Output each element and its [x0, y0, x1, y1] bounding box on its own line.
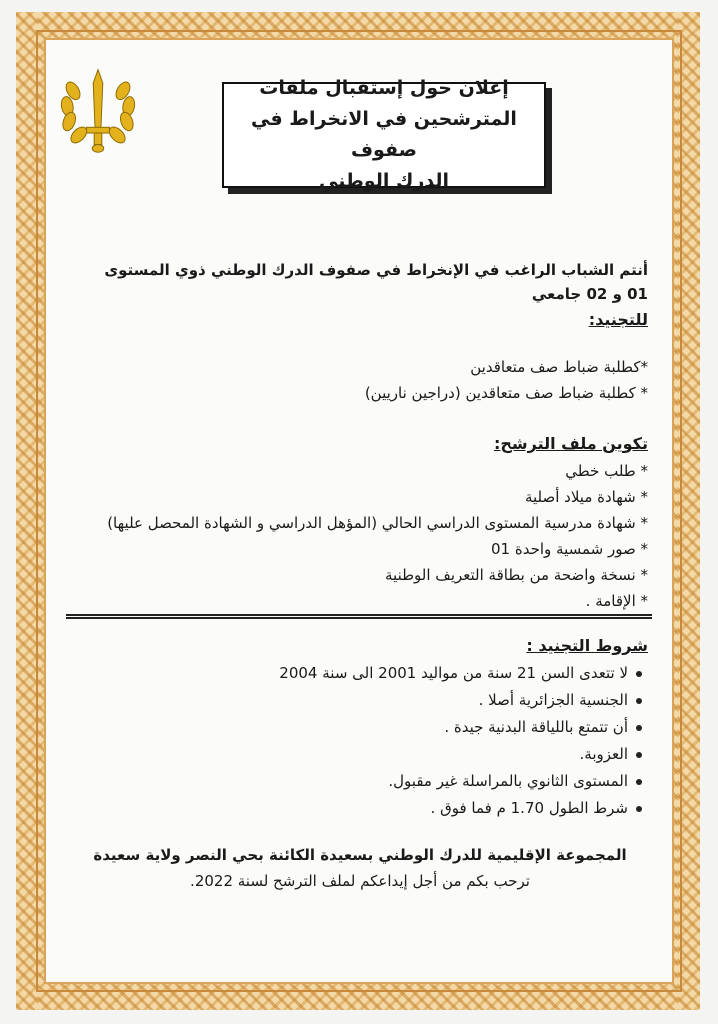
announcement-title-box	[222, 77, 546, 192]
section-divider	[66, 614, 652, 619]
list-item: * صور شمسية واحدة 01	[490, 540, 648, 558]
intro-paragraph	[58, 258, 648, 306]
footer-line-1: المجموعة الإقليمية للدرك الوطني بسعيدة الكائنة بحي النصر ولاية سعيدة	[93, 846, 627, 864]
application-file-heading: تكوين ملف الترشح:	[493, 434, 648, 453]
title-line-3: الدرك الوطني	[318, 170, 450, 192]
list-item	[279, 795, 642, 822]
condition-text: المستوى الثانوي بالمراسلة غير مقبول.	[388, 772, 628, 790]
list-item	[279, 660, 642, 687]
recruitment-heading: للتجنيد:	[588, 310, 648, 329]
bullet-icon	[636, 698, 642, 704]
title-line-1: إعلان حول إستقبال ملفات	[259, 77, 509, 99]
list-item	[279, 741, 642, 768]
bullet-icon	[636, 725, 642, 731]
condition-text: أن تتمتع باللياقة البدنية جيدة .	[444, 718, 628, 736]
condition-text: لا تتعدى السن 21 سنة من مواليد 2001 الى سنة 2004	[279, 664, 628, 682]
bullet-icon	[636, 806, 642, 812]
list-item: * كطلبة ضباط صف متعاقدين (دراجين ناريين)	[364, 384, 648, 402]
list-item	[279, 714, 642, 741]
footer-note	[90, 842, 630, 894]
list-item	[279, 768, 642, 795]
conditions-list	[279, 660, 642, 822]
bullet-icon	[636, 752, 642, 758]
conditions-heading: شروط التجنيد :	[526, 636, 648, 655]
bullet-icon	[636, 779, 642, 785]
footer-line-2: ترحب بكم من أجل إيداعكم لملف الترشح لسنة 2022.	[190, 872, 530, 890]
bullet-icon	[636, 671, 642, 677]
condition-text: العزوبة.	[579, 745, 628, 763]
list-item	[279, 687, 642, 714]
list-item: * طلب خطي	[565, 462, 648, 480]
condition-text: شرط الطول 1.70 م فما فوق .	[430, 799, 628, 817]
intro-line-1: أنتم الشباب الراغب في الإنخراط في صفوف الدرك الوطني ذوي المستوى	[104, 261, 648, 279]
list-item: *كطلبة ضباط صف متعاقدين	[470, 358, 648, 376]
intro-line-2: 01 و 02 جامعي	[531, 285, 648, 303]
title-line-2: المترشحين في الانخراط في صفوف	[251, 108, 517, 161]
condition-text: الجنسية الجزائرية أصلا .	[478, 691, 628, 709]
application-file-list	[48, 458, 648, 614]
list-item: * شهادة ميلاد أصلية	[524, 488, 648, 506]
list-item: * شهادة مدرسية المستوى الدراسي الحالي (المؤهل الدراسي و الشهادة المحصل عليها)	[107, 514, 648, 532]
list-item: * نسخة واضحة من بطاقة التعريف الوطنية	[385, 566, 648, 584]
list-item: * الإقامة .	[585, 592, 648, 610]
recruitment-list	[365, 354, 648, 406]
gendarmerie-emblem-icon	[50, 62, 146, 158]
